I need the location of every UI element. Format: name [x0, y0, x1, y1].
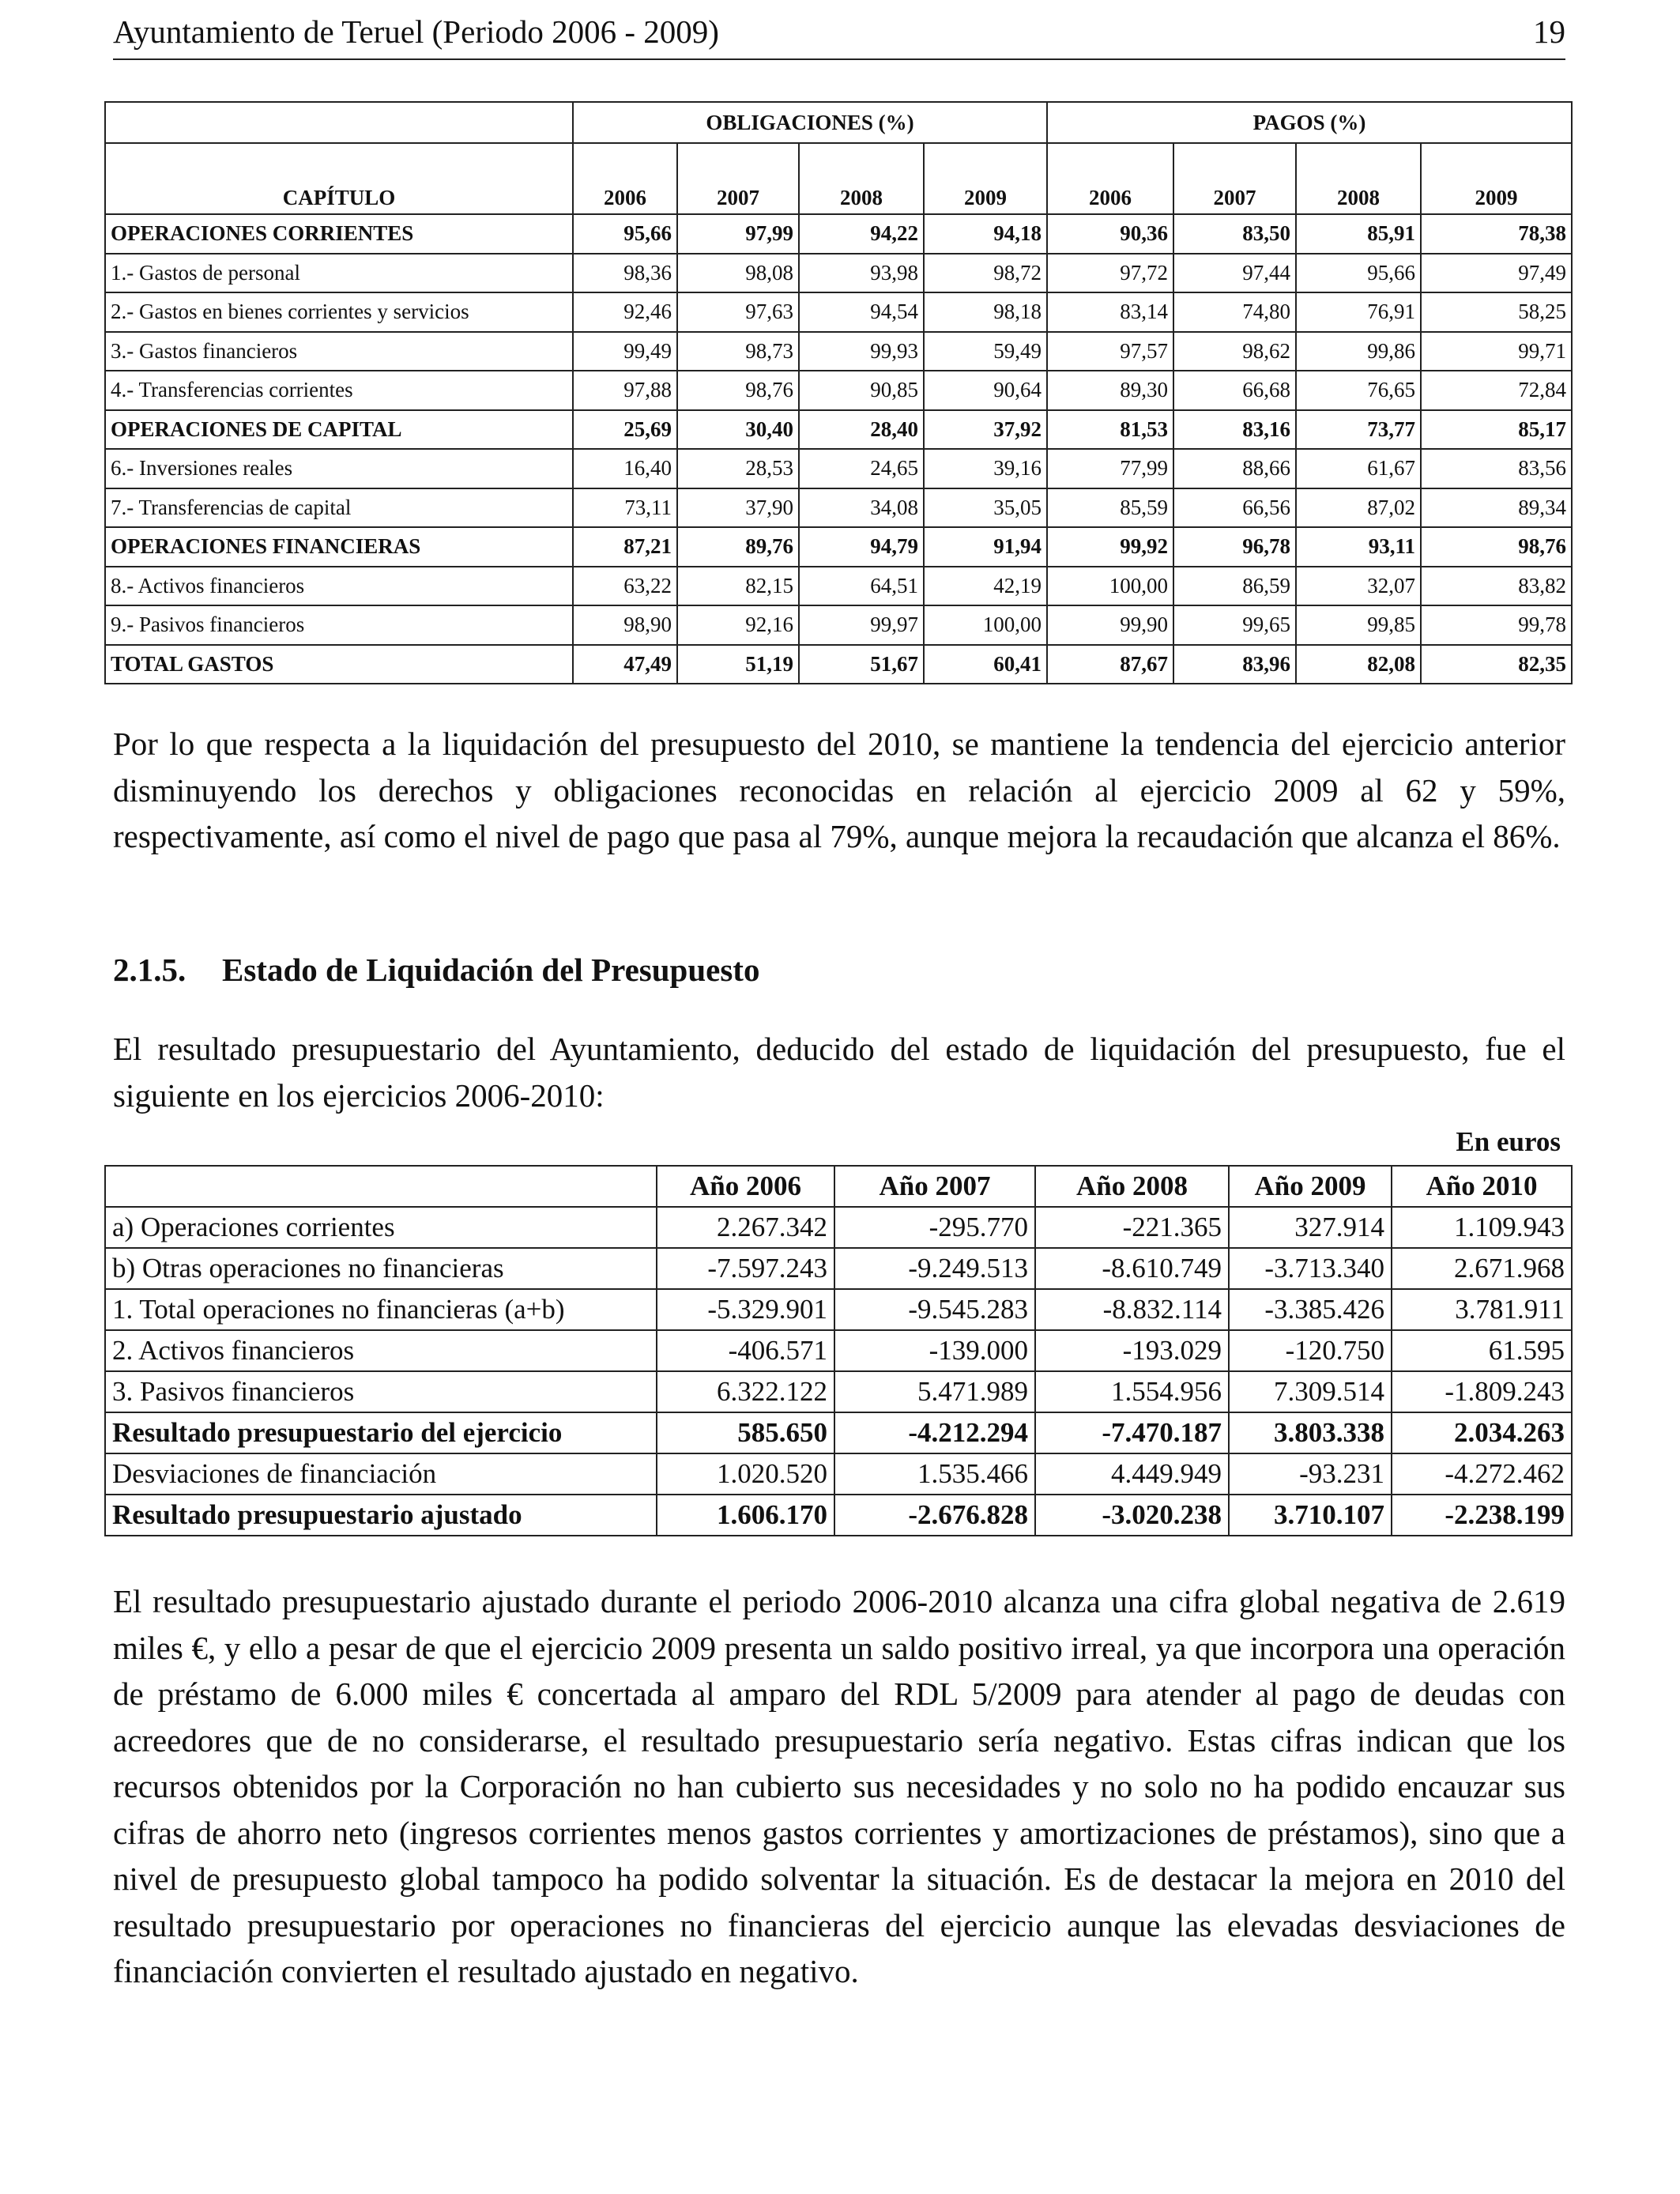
- year-header-pagos-2007: 2007: [1173, 143, 1296, 214]
- table-row: [105, 1207, 1572, 1248]
- table-cell: 74,80: [1173, 292, 1296, 332]
- table-cell: 92,16: [677, 605, 799, 645]
- table-cell: -5.329.901: [657, 1289, 834, 1330]
- table-cell: -193.029: [1035, 1330, 1229, 1371]
- table-cell: 93,98: [799, 254, 924, 293]
- table-cell: 98,18: [924, 292, 1047, 332]
- table-cell: 1.535.466: [834, 1453, 1035, 1495]
- table-cell: -295.770: [834, 1207, 1035, 1248]
- table-cell: 98,72: [924, 254, 1047, 293]
- table-cell: 97,57: [1047, 332, 1173, 371]
- table-cell: 83,16: [1173, 410, 1296, 450]
- paragraph-liquidacion-2010: Por lo que respecta a la liquidación del presupuesto del 2010, se mantiene la tendencia del ejercicio anterior disminuyendo los derechos y obligaciones reconocidas en relación al ejercicio 2009 al 62 y 59%, respectivamente, así como el nivel de pago que pasa al 79%, aunque mejora la recaudación que alcanza el 86%.: [113, 726, 1565, 854]
- table-cell: 2.034.263: [1392, 1412, 1572, 1453]
- year-header: Año 2008: [1035, 1166, 1229, 1207]
- table2-header-row: [105, 1166, 1572, 1207]
- table-cell: 98,76: [1421, 527, 1572, 567]
- table-cell: 76,65: [1296, 371, 1421, 410]
- row-label: OPERACIONES CORRIENTES: [105, 214, 573, 254]
- table-cell: 87,02: [1296, 488, 1421, 528]
- table-cell: 90,85: [799, 371, 924, 410]
- table1-body: [105, 102, 1572, 684]
- table-cell: 98,90: [573, 605, 677, 645]
- table-cell: 51,19: [677, 645, 799, 684]
- table-cell: 58,25: [1421, 292, 1572, 332]
- table-cell: 82,15: [677, 567, 799, 606]
- table-cell: 97,88: [573, 371, 677, 410]
- table-cell: 99,78: [1421, 605, 1572, 645]
- table-cell: 76,91: [1296, 292, 1421, 332]
- row-label: 2.- Gastos en bienes corrientes y servicios: [105, 292, 573, 332]
- table1-group-header-row: [105, 102, 1572, 143]
- table-row: [105, 1412, 1572, 1453]
- table-cell: -9.545.283: [834, 1289, 1035, 1330]
- year-header-obligaciones-2008: 2008: [799, 143, 924, 214]
- table-cell: 98,62: [1173, 332, 1296, 371]
- table-cell: 91,94: [924, 527, 1047, 567]
- group-header-pagos: PAGOS (%): [1047, 102, 1572, 143]
- table-row: [105, 292, 1572, 332]
- table-cell: 32,07: [1296, 567, 1421, 606]
- table-cell: 98,08: [677, 254, 799, 293]
- table-cell: 25,69: [573, 410, 677, 450]
- table-cell: 100,00: [924, 605, 1047, 645]
- table-cell: 60,41: [924, 645, 1047, 684]
- table-cell: 99,93: [799, 332, 924, 371]
- table-cell: -4.212.294: [834, 1412, 1035, 1453]
- paragraph-resultado-intro: El resultado presupuestario del Ayuntamiento, deducido del estado de liquidación del presupuesto, fue el siguiente en los ejercicios 2006-2010:: [113, 1031, 1565, 1114]
- row-label: 6.- Inversiones reales: [105, 449, 573, 488]
- year-header-pagos-2008: 2008: [1296, 143, 1421, 214]
- row-label: Resultado presupuestario ajustado: [105, 1495, 657, 1536]
- table-row: [105, 1453, 1572, 1495]
- year-header-obligaciones-2007: 2007: [677, 143, 799, 214]
- table-row: [105, 1330, 1572, 1371]
- table-cell: 63,22: [573, 567, 677, 606]
- table-cell: 3.710.107: [1229, 1495, 1392, 1536]
- table-cell: 97,99: [677, 214, 799, 254]
- table-row: [105, 1248, 1572, 1289]
- table-cell: -3.713.340: [1229, 1248, 1392, 1289]
- table-cell: 327.914: [1229, 1207, 1392, 1248]
- table-row: [105, 371, 1572, 410]
- year-header: Año 2007: [834, 1166, 1035, 1207]
- paragraph-resultado-ajustado: El resultado presupuestario ajustado durante el periodo 2006-2010 alcanza una cifra global negativa de 2.619 miles €, y ello a pesar de que el ejercicio 2009 presenta un saldo positivo irreal, ya que incorpora una operación de préstamo de 6.000 miles € concertada al amparo del RDL 5/2009 para atender al pago de deudas con acreedores que de no considerarse, el resultado presupuestario sería negativo. Estas cifras indican que los recursos obtenidos por la Corporación no han cubierto sus necesidades y no solo no ha podido encauzar sus cifras de ahorro neto (ingresos corrientes menos gastos corrientes y amortizaciones de préstamos), sino que a nivel de presupuesto global tampoco ha podido solventar la situación. Es de destacar la mejora en 2010 del resultado presupuestario por operaciones no financieras del ejercicio aunque las elevadas desviaciones de financiación convierten el resultado ajustado en negativo.: [113, 1583, 1565, 1989]
- table-cell: 97,49: [1421, 254, 1572, 293]
- group-header-obligaciones: OBLIGACIONES (%): [573, 102, 1047, 143]
- table-cell: 82,08: [1296, 645, 1421, 684]
- table-cell: 3.781.911: [1392, 1289, 1572, 1330]
- table-cell: 3.803.338: [1229, 1412, 1392, 1453]
- page-number: 19: [1533, 13, 1565, 50]
- table-cell: 24,65: [799, 449, 924, 488]
- table-cell: 99,90: [1047, 605, 1173, 645]
- row-label: 1. Total operaciones no financieras (a+b): [105, 1289, 657, 1330]
- table-cell: 89,30: [1047, 371, 1173, 410]
- table-cell: 97,72: [1047, 254, 1173, 293]
- table-cell: -120.750: [1229, 1330, 1392, 1371]
- table-cell: 99,49: [573, 332, 677, 371]
- row-label: Desviaciones de financiación: [105, 1453, 657, 1495]
- table-cell: 78,38: [1421, 214, 1572, 254]
- table-row: [105, 567, 1572, 606]
- table-cell: -3.020.238: [1035, 1495, 1229, 1536]
- table-cell: 66,56: [1173, 488, 1296, 528]
- table1-year-header-row: [105, 143, 1572, 214]
- table-row: [105, 488, 1572, 528]
- table-cell: 85,17: [1421, 410, 1572, 450]
- table-cell: 30,40: [677, 410, 799, 450]
- table-row: [105, 214, 1572, 254]
- table-row: [105, 254, 1572, 293]
- capitulo-header: CAPÍTULO: [105, 143, 573, 214]
- table-cell: 98,36: [573, 254, 677, 293]
- table-cell: 77,99: [1047, 449, 1173, 488]
- table-cell: 97,44: [1173, 254, 1296, 293]
- table-cell: 83,56: [1421, 449, 1572, 488]
- table-cell: 1.020.520: [657, 1453, 834, 1495]
- year-header-obligaciones-2006: 2006: [573, 143, 677, 214]
- table-cell: 73,77: [1296, 410, 1421, 450]
- table-row: [105, 645, 1572, 684]
- table-cell: 85,59: [1047, 488, 1173, 528]
- table-cell: 16,40: [573, 449, 677, 488]
- table2-empty-corner: [105, 1166, 657, 1207]
- table-cell: 59,49: [924, 332, 1047, 371]
- table-cell: -8.610.749: [1035, 1248, 1229, 1289]
- row-label: 2. Activos financieros: [105, 1330, 657, 1371]
- table-cell: 51,67: [799, 645, 924, 684]
- table-cell: 64,51: [799, 567, 924, 606]
- row-label: TOTAL GASTOS: [105, 645, 573, 684]
- header-title: Ayuntamiento de Teruel (Periodo 2006 - 2009): [113, 13, 719, 50]
- table-cell: -4.272.462: [1392, 1453, 1572, 1495]
- table-cell: 94,79: [799, 527, 924, 567]
- table-cell: 585.650: [657, 1412, 834, 1453]
- table-cell: 100,00: [1047, 567, 1173, 606]
- table-cell: 39,16: [924, 449, 1047, 488]
- table-cell: 1.606.170: [657, 1495, 834, 1536]
- table-cell: -1.809.243: [1392, 1371, 1572, 1412]
- table-cell: 1.109.943: [1392, 1207, 1572, 1248]
- table-cell: 5.471.989: [834, 1371, 1035, 1412]
- table-cell: 99,85: [1296, 605, 1421, 645]
- table-cell: 87,67: [1047, 645, 1173, 684]
- table-cell: 82,35: [1421, 645, 1572, 684]
- table-cell: 72,84: [1421, 371, 1572, 410]
- table-cell: 93,11: [1296, 527, 1421, 567]
- table-cell: 37,90: [677, 488, 799, 528]
- table-cell: 61,67: [1296, 449, 1421, 488]
- table-cell: -2.676.828: [834, 1495, 1035, 1536]
- table-row: [105, 410, 1572, 450]
- table-cell: 95,66: [573, 214, 677, 254]
- table-cell: 28,53: [677, 449, 799, 488]
- row-label: 4.- Transferencias corrientes: [105, 371, 573, 410]
- resultado-presupuestario-table: [104, 1165, 1573, 1536]
- year-header: Año 2006: [657, 1166, 834, 1207]
- table-cell: 83,14: [1047, 292, 1173, 332]
- table-row: [105, 449, 1572, 488]
- table-cell: 89,76: [677, 527, 799, 567]
- table-cell: 90,36: [1047, 214, 1173, 254]
- table2-body: [105, 1166, 1572, 1536]
- table-cell: 85,91: [1296, 214, 1421, 254]
- table-cell: 28,40: [799, 410, 924, 450]
- unit-note: En euros: [1456, 1126, 1561, 1157]
- table-cell: -7.470.187: [1035, 1412, 1229, 1453]
- row-label: 7.- Transferencias de capital: [105, 488, 573, 528]
- section-heading: [113, 947, 1565, 993]
- table-cell: 94,18: [924, 214, 1047, 254]
- table-cell: -8.832.114: [1035, 1289, 1229, 1330]
- table-cell: 81,53: [1047, 410, 1173, 450]
- row-label: OPERACIONES FINANCIERAS: [105, 527, 573, 567]
- year-header-pagos-2006: 2006: [1047, 143, 1173, 214]
- running-header: [113, 14, 1565, 60]
- row-label: 3. Pasivos financieros: [105, 1371, 657, 1412]
- table-cell: 90,64: [924, 371, 1047, 410]
- table-cell: 98,73: [677, 332, 799, 371]
- row-label: b) Otras operaciones no financieras: [105, 1248, 657, 1289]
- table-cell: 35,05: [924, 488, 1047, 528]
- row-label: 3.- Gastos financieros: [105, 332, 573, 371]
- table-row: [105, 1289, 1572, 1330]
- table-cell: -7.597.243: [657, 1248, 834, 1289]
- table-cell: 86,59: [1173, 567, 1296, 606]
- table-cell: 83,50: [1173, 214, 1296, 254]
- table-cell: -3.385.426: [1229, 1289, 1392, 1330]
- table-cell: -406.571: [657, 1330, 834, 1371]
- table-cell: 96,78: [1173, 527, 1296, 567]
- table-cell: 66,68: [1173, 371, 1296, 410]
- row-label: 9.- Pasivos financieros: [105, 605, 573, 645]
- table-cell: 34,08: [799, 488, 924, 528]
- table-cell: 83,96: [1173, 645, 1296, 684]
- table-cell: 6.322.122: [657, 1371, 834, 1412]
- table-cell: 99,65: [1173, 605, 1296, 645]
- row-label: OPERACIONES DE CAPITAL: [105, 410, 573, 450]
- row-label: Resultado presupuestario del ejercicio: [105, 1412, 657, 1453]
- table-cell: 83,82: [1421, 567, 1572, 606]
- table-row: [105, 1371, 1572, 1412]
- table-cell: 99,97: [799, 605, 924, 645]
- table-cell: 95,66: [1296, 254, 1421, 293]
- table-cell: 73,11: [573, 488, 677, 528]
- table-cell: -221.365: [1035, 1207, 1229, 1248]
- obligaciones-pagos-table: [104, 101, 1573, 684]
- row-label: 1.- Gastos de personal: [105, 254, 573, 293]
- table-cell: 87,21: [573, 527, 677, 567]
- row-label: a) Operaciones corrientes: [105, 1207, 657, 1248]
- table-cell: 61.595: [1392, 1330, 1572, 1371]
- table-cell: 99,92: [1047, 527, 1173, 567]
- table-cell: 92,46: [573, 292, 677, 332]
- table-cell: 97,63: [677, 292, 799, 332]
- table-cell: -2.238.199: [1392, 1495, 1572, 1536]
- table-row: [105, 605, 1572, 645]
- table-cell: 47,49: [573, 645, 677, 684]
- table-cell: 99,71: [1421, 332, 1572, 371]
- table-cell: 98,76: [677, 371, 799, 410]
- row-label: 8.- Activos financieros: [105, 567, 573, 606]
- table-row: [105, 332, 1572, 371]
- table-row: [105, 1495, 1572, 1536]
- table1-empty-corner: [105, 102, 573, 143]
- table-cell: 7.309.514: [1229, 1371, 1392, 1412]
- section-number: 2.1.5.: [113, 952, 186, 988]
- year-header-obligaciones-2009: 2009: [924, 143, 1047, 214]
- year-header-pagos-2009: 2009: [1421, 143, 1572, 214]
- table-cell: 89,34: [1421, 488, 1572, 528]
- table-cell: 37,92: [924, 410, 1047, 450]
- table-cell: 99,86: [1296, 332, 1421, 371]
- table-row: [105, 527, 1572, 567]
- table-cell: 1.554.956: [1035, 1371, 1229, 1412]
- table-cell: 88,66: [1173, 449, 1296, 488]
- table-cell: -9.249.513: [834, 1248, 1035, 1289]
- table-cell: 4.449.949: [1035, 1453, 1229, 1495]
- table-cell: 94,54: [799, 292, 924, 332]
- table-cell: -93.231: [1229, 1453, 1392, 1495]
- table-cell: 2.671.968: [1392, 1248, 1572, 1289]
- table-cell: -139.000: [834, 1330, 1035, 1371]
- year-header: Año 2010: [1392, 1166, 1572, 1207]
- year-header: Año 2009: [1229, 1166, 1392, 1207]
- table-cell: 2.267.342: [657, 1207, 834, 1248]
- section-title: Estado de Liquidación del Presupuesto: [222, 952, 760, 988]
- table-cell: 42,19: [924, 567, 1047, 606]
- table-cell: 94,22: [799, 214, 924, 254]
